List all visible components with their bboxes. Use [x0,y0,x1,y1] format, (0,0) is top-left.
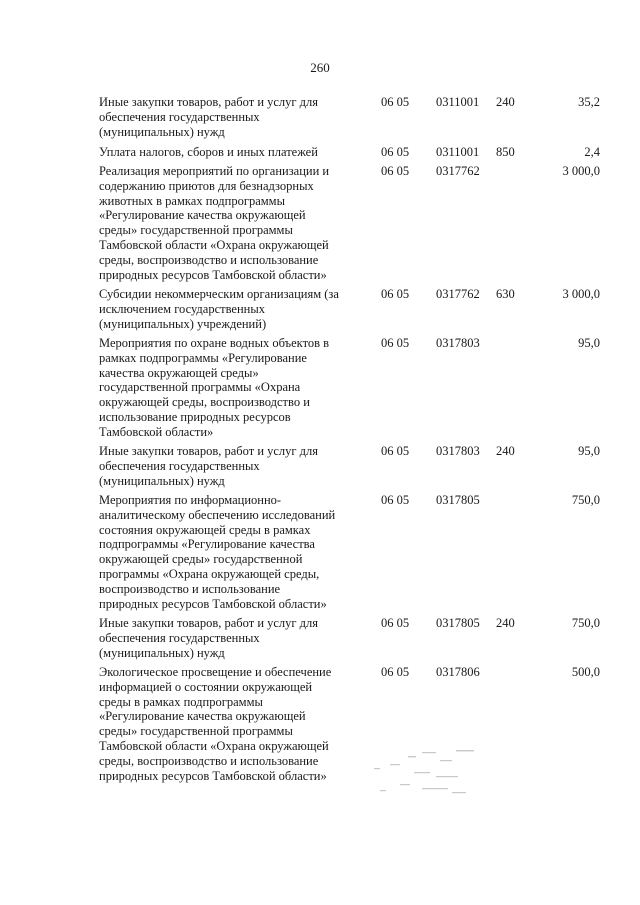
row-description: Иные закупки товаров, работ и услуг для обеспечения государственных (муниципальных) нужд [99,444,319,488]
row-description: Экологическое просвещение и обеспечение информацией о состоянии окружающей среды в рамках подпрограммы «Регулирование качества окружающей среды» государственной программы Тамбовской области «Охрана окружающей среды, воспроизводство и использование природных ресурсов Тамбовской области» [99,665,332,783]
row-section-code: 06 05 [381,493,410,507]
row-section-code: 06 05 [381,336,410,350]
row-section-code: 06 05 [381,444,410,458]
row-amount: 750,0 [571,493,600,507]
row-target-code: 0317803 [436,444,480,458]
page-number: 260 [310,60,330,75]
row-description: Иные закупки товаров, работ и услуг для обеспечения государственных (муниципальных) нужд [99,616,319,660]
row-amount: 500,0 [571,665,600,679]
row-expense-type: 240 [496,95,515,109]
row-target-code: 0317806 [436,665,480,679]
row-target-code: 0317762 [436,287,480,301]
row-amount: 3 000,0 [562,164,600,178]
row-section-code: 06 05 [381,145,410,159]
row-section-code: 06 05 [381,95,410,109]
row-amount: 750,0 [571,616,600,630]
row-amount: 95,0 [578,336,600,350]
row-target-code: 0311001 [436,145,480,159]
row-expense-type: 630 [496,287,515,301]
row-section-code: 06 05 [381,665,410,679]
row-section-code: 06 05 [381,164,410,178]
row-amount: 2,4 [584,145,600,159]
row-description: Уплата налогов, сборов и иных платежей [99,145,318,159]
row-description: Иные закупки товаров, работ и услуг для обеспечения государственных (муниципальных) нужд [99,95,319,139]
row-expense-type: 240 [496,616,515,630]
row-description: Мероприятия по охране водных объектов в рамках подпрограммы «Регулирование качества окружающей среды» государственной программы «Охрана окружающей среды, воспроизводство и использование природных ресурсов Тамбовской области» [99,336,330,439]
row-section-code: 06 05 [381,287,410,301]
row-target-code: 0317803 [436,336,480,350]
row-expense-type: 240 [496,444,515,458]
row-target-code: 0317805 [436,616,480,630]
row-description: Субсидии некоммерческим организациям (за исключением государственных (муниципальных) учреждений) [99,287,339,331]
row-target-code: 0317762 [436,164,480,178]
row-amount: 3 000,0 [562,287,600,301]
row-target-code: 0317805 [436,493,480,507]
row-section-code: 06 05 [381,616,410,630]
row-expense-type: 850 [496,145,515,159]
row-target-code: 0311001 [436,95,480,109]
row-description: Мероприятия по информационно- аналитическому обеспечению исследований состояния окружающей среды в рамках подпрограммы «Регулирование качества окружающей среды» государственной программы «Охрана окружающей среды, воспроизводство и использование природных ресурсов Тамбовской области» [99,493,336,611]
scan-smudge [370,746,490,798]
row-amount: 95,0 [578,444,600,458]
row-description: Реализация мероприятий по организации и содержанию приютов для безнадзорных животных в рамках подпрограммы «Регулирование качества окружающей среды» государственной программы Тамбовской области «Охрана окружающей среды, воспроизводство и использование природных ресурсов Тамбовской области» [99,164,330,282]
row-amount: 35,2 [578,95,600,109]
